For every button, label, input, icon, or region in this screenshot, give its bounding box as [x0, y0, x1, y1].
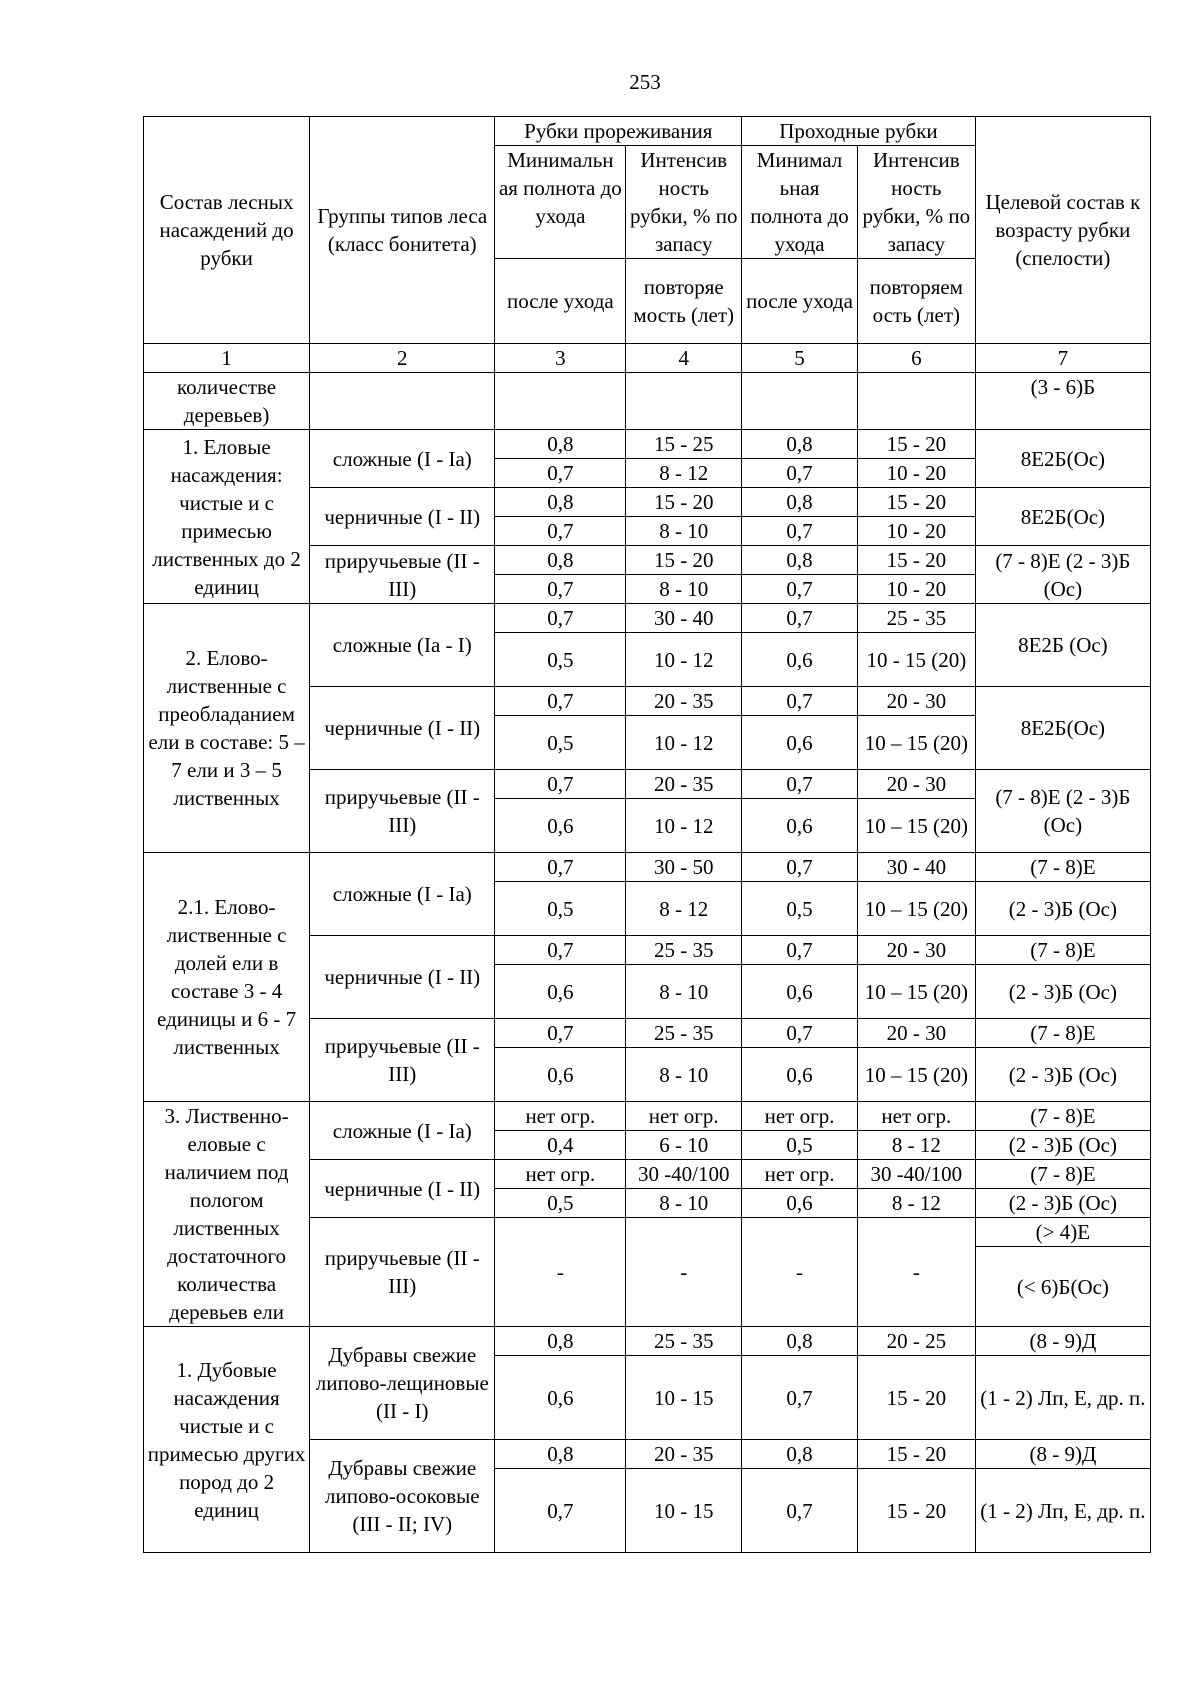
forest-type-cell: приручьевые (II - III) — [310, 1019, 495, 1102]
min-density-cell: 0,8 — [742, 1440, 858, 1469]
after-density-cell: 0,7 — [742, 1469, 858, 1553]
forest-thinning-table — [143, 116, 1151, 1553]
min-density-cell: 0,7 — [742, 1019, 858, 1048]
table-row — [144, 373, 1151, 430]
after-density-cell: 0,6 — [742, 965, 858, 1019]
column-number: 3 — [495, 344, 626, 373]
after-density-cell: 0,6 — [495, 1048, 626, 1102]
repeat-cell: 10 - 15 — [626, 1469, 742, 1553]
target-cell: (2 - 3)Б (Ос) — [975, 1131, 1150, 1160]
min-density-cell: 0,8 — [495, 546, 626, 575]
empty-cell — [626, 373, 742, 430]
empty-cell — [742, 373, 858, 430]
target-cell: (8 - 9)Д — [975, 1440, 1150, 1469]
target-cell: (2 - 3)Б (Ос) — [975, 882, 1150, 936]
intensity-cell: 20 - 35 — [626, 687, 742, 716]
after-density-cell: 0,7 — [495, 1469, 626, 1553]
target-cell: (7 - 8)Е — [975, 1019, 1150, 1048]
forest-type-cell: приручьевые (II - III) — [310, 1218, 495, 1327]
min-density-cell: 0,7 — [495, 936, 626, 965]
header-repeat: повторяе мость (лет) — [626, 259, 742, 344]
after-density-cell: 0,7 — [742, 517, 858, 546]
repeat-cell: 10 - 12 — [626, 799, 742, 853]
header-row — [144, 117, 1151, 146]
intensity-cell: 20 - 35 — [626, 1440, 742, 1469]
repeat-cell: 10 - 20 — [857, 517, 975, 546]
target-cell: 8Е2Б (Ос) — [975, 604, 1150, 687]
dash-cell: - — [626, 1218, 742, 1327]
target-cell: (2 - 3)Б (Ос) — [975, 965, 1150, 1019]
min-density-cell: 0,7 — [742, 770, 858, 799]
min-density-cell: 0,8 — [742, 1327, 858, 1356]
after-density-cell: 0,4 — [495, 1131, 626, 1160]
column-number: 7 — [975, 344, 1150, 373]
repeat-cell: 10 - 15 (20) — [857, 633, 975, 687]
column-number: 1 — [144, 344, 310, 373]
after-density-cell: 0,6 — [495, 799, 626, 853]
forest-type-cell: черничные (I - II) — [310, 1160, 495, 1218]
header-min-density: Минимал ьная полнота до ухода — [742, 146, 858, 259]
intensity-cell: 25 - 35 — [857, 604, 975, 633]
target-cell: (1 - 2) Лп, Е, др. п. — [975, 1356, 1150, 1440]
intensity-cell: 30 -40/100 — [857, 1160, 975, 1189]
repeat-cell: 10 – 15 (20) — [857, 965, 975, 1019]
repeat-cell: 10 - 20 — [857, 575, 975, 604]
forest-type-cell: Дубравы свежие липово-осоковые (III - II; IV) — [310, 1440, 495, 1553]
forest-type-cell: Дубравы свежие липово-лещиновые (II - I) — [310, 1327, 495, 1440]
header-repeat: повторяем ость (лет) — [857, 259, 975, 344]
min-density-cell: 0,7 — [742, 936, 858, 965]
intensity-cell: 30 - 50 — [626, 853, 742, 882]
repeat-cell: 8 - 12 — [857, 1131, 975, 1160]
min-density-cell: 0,7 — [495, 770, 626, 799]
intensity-cell: 15 - 20 — [857, 1440, 975, 1469]
min-density-cell: 0,8 — [495, 430, 626, 459]
target-cell: (7 - 8)Е (2 - 3)Б (Ос) — [975, 546, 1150, 604]
column-number: 4 — [626, 344, 742, 373]
min-density-cell: 0,8 — [742, 430, 858, 459]
min-density-cell: 0,8 — [495, 488, 626, 517]
header-passage-cutting: Проходные рубки — [742, 117, 976, 146]
intensity-cell: 15 - 20 — [857, 430, 975, 459]
after-density-cell: 0,6 — [495, 965, 626, 1019]
forest-type-cell: черничные (I - II) — [310, 488, 495, 546]
target-cell: (> 4)Е — [975, 1218, 1150, 1247]
header-intensity: Интенсив ность рубки, % по запасу — [626, 146, 742, 259]
min-density-cell: нет огр. — [495, 1160, 626, 1189]
after-density-cell: 0,5 — [495, 716, 626, 770]
composition-cell: 2. Елово-лиственные с преобладанием ели в составе: 5 – 7 ели и 3 – 5 лиственных — [144, 604, 310, 853]
intensity-cell: 20 - 30 — [857, 770, 975, 799]
after-density-cell: 0,6 — [495, 1356, 626, 1440]
min-density-cell: 0,7 — [495, 1019, 626, 1048]
empty-cell — [857, 373, 975, 430]
repeat-cell: 8 - 10 — [626, 517, 742, 546]
min-density-cell: 0,8 — [495, 1327, 626, 1356]
min-density-cell: 0,8 — [742, 546, 858, 575]
after-density-cell: 0,5 — [495, 633, 626, 687]
intensity-cell: 30 - 40 — [626, 604, 742, 633]
after-density-cell: 0,6 — [742, 1189, 858, 1218]
target-cell: (7 - 8)Е — [975, 1102, 1150, 1131]
target-cell: (7 - 8)Е — [975, 1160, 1150, 1189]
composition-cell: 1. Еловые насаждения: чистые и с примесью лиственных до 2 единиц — [144, 430, 310, 604]
min-density-cell: 0,7 — [495, 853, 626, 882]
repeat-cell: 10 – 15 (20) — [857, 799, 975, 853]
target-cell: 8Е2Б(Ос) — [975, 430, 1150, 488]
target-cell: (7 - 8)Е — [975, 853, 1150, 882]
header-forest-type: Группы типов леса (класс бонитета) — [310, 117, 495, 344]
intensity-cell: 25 - 35 — [626, 936, 742, 965]
after-density-cell: 0,6 — [742, 716, 858, 770]
dash-cell: - — [742, 1218, 858, 1327]
repeat-cell: 10 - 12 — [626, 633, 742, 687]
target-cell: (1 - 2) Лп, Е, др. п. — [975, 1469, 1150, 1553]
forest-type-cell: черничные (I - II) — [310, 936, 495, 1019]
target-cell: (8 - 9)Д — [975, 1327, 1150, 1356]
target-cell: (3 - 6)Б — [975, 373, 1150, 430]
after-density-cell: 0,7 — [495, 517, 626, 546]
table-row — [144, 1327, 1151, 1356]
repeat-cell: 8 - 12 — [626, 882, 742, 936]
intensity-cell: 15 - 20 — [626, 546, 742, 575]
intensity-cell: 20 - 25 — [857, 1327, 975, 1356]
column-number: 5 — [742, 344, 858, 373]
target-cell: (7 - 8)Е — [975, 936, 1150, 965]
min-density-cell: 0,8 — [742, 488, 858, 517]
after-density-cell: 0,6 — [742, 799, 858, 853]
repeat-cell: 8 - 10 — [626, 1048, 742, 1102]
forest-type-cell: сложные (I - Ia) — [310, 430, 495, 488]
after-density-cell: 0,5 — [495, 882, 626, 936]
header-after: после ухода — [495, 259, 626, 344]
dash-cell: - — [495, 1218, 626, 1327]
min-density-cell: нет огр. — [742, 1102, 858, 1131]
after-density-cell: 0,7 — [742, 575, 858, 604]
min-density-cell: нет огр. — [742, 1160, 858, 1189]
repeat-cell: 10 - 20 — [857, 459, 975, 488]
min-density-cell: 0,7 — [742, 853, 858, 882]
forest-type-cell: черничные (I - II) — [310, 687, 495, 770]
forest-type-cell: приручьевые (II - III) — [310, 546, 495, 604]
intensity-cell: 15 - 20 — [626, 488, 742, 517]
target-cell: (< 6)Б(Ос) — [975, 1247, 1150, 1327]
repeat-cell: 15 - 20 — [857, 1356, 975, 1440]
repeat-cell: 6 - 10 — [626, 1131, 742, 1160]
intensity-cell: нет огр. — [857, 1102, 975, 1131]
target-cell: (2 - 3)Б (Ос) — [975, 1189, 1150, 1218]
repeat-cell: 8 - 10 — [626, 575, 742, 604]
min-density-cell: 0,7 — [495, 687, 626, 716]
min-density-cell: 0,7 — [742, 604, 858, 633]
after-density-cell: 0,7 — [495, 459, 626, 488]
intensity-cell: 15 - 25 — [626, 430, 742, 459]
table-row — [144, 604, 1151, 633]
header-thinning: Рубки прореживания — [495, 117, 742, 146]
repeat-cell: 15 - 20 — [857, 1469, 975, 1553]
intensity-cell: 30 - 40 — [857, 853, 975, 882]
header-min-density: Минимальн ая полнота до ухода — [495, 146, 626, 259]
intensity-cell: 25 - 35 — [626, 1019, 742, 1048]
page-number: 253 — [629, 70, 661, 94]
intensity-cell: 30 -40/100 — [626, 1160, 742, 1189]
repeat-cell: 10 – 15 (20) — [857, 716, 975, 770]
intensity-cell: 15 - 20 — [857, 546, 975, 575]
intensity-cell: 25 - 35 — [626, 1327, 742, 1356]
min-density-cell: 0,8 — [495, 1440, 626, 1469]
repeat-cell: 8 - 12 — [857, 1189, 975, 1218]
min-density-cell: 0,7 — [742, 687, 858, 716]
after-density-cell: 0,7 — [742, 459, 858, 488]
repeat-cell: 10 – 15 (20) — [857, 882, 975, 936]
intensity-cell: нет огр. — [626, 1102, 742, 1131]
after-density-cell: 0,7 — [742, 1356, 858, 1440]
intensity-cell: 15 - 20 — [857, 488, 975, 517]
column-number: 6 — [857, 344, 975, 373]
table-row — [144, 430, 1151, 459]
header-target-composition: Целевой состав к возрасту рубки (спелости) — [975, 117, 1150, 344]
repeat-cell: 8 - 12 — [626, 459, 742, 488]
header-composition: Состав лесных насаждений до рубки — [144, 117, 310, 344]
target-cell: (2 - 3)Б (Ос) — [975, 1048, 1150, 1102]
repeat-cell: 10 - 15 — [626, 1356, 742, 1440]
after-density-cell: 0,5 — [495, 1189, 626, 1218]
forest-type-cell: приручьевые (II - III) — [310, 770, 495, 853]
empty-cell — [310, 373, 495, 430]
header-intensity: Интенсив ность рубки, % по запасу — [857, 146, 975, 259]
intensity-cell: 20 - 35 — [626, 770, 742, 799]
after-density-cell: 0,6 — [742, 1048, 858, 1102]
column-number: 2 — [310, 344, 495, 373]
composition-cell: 1. Дубовые насаждения чистые и с примесью других пород до 2 единиц — [144, 1327, 310, 1553]
empty-cell — [495, 373, 626, 430]
repeat-cell: 10 – 15 (20) — [857, 1048, 975, 1102]
composition-cell: количестве деревьев) — [144, 373, 310, 430]
after-density-cell: 0,5 — [742, 882, 858, 936]
min-density-cell: нет огр. — [495, 1102, 626, 1131]
after-density-cell: 0,7 — [495, 575, 626, 604]
dash-cell: - — [857, 1218, 975, 1327]
intensity-cell: 20 - 30 — [857, 1019, 975, 1048]
header-after: после ухода — [742, 259, 858, 344]
repeat-cell: 10 - 12 — [626, 716, 742, 770]
table-row — [144, 853, 1151, 882]
forest-type-cell: сложные (I - Ia) — [310, 853, 495, 936]
repeat-cell: 8 - 10 — [626, 1189, 742, 1218]
intensity-cell: 20 - 30 — [857, 936, 975, 965]
table-row — [144, 1102, 1151, 1131]
after-density-cell: 0,6 — [742, 633, 858, 687]
after-density-cell: 0,5 — [742, 1131, 858, 1160]
forest-type-cell: сложные (Ia - I) — [310, 604, 495, 687]
repeat-cell: 8 - 10 — [626, 965, 742, 1019]
column-numbers-row — [144, 344, 1151, 373]
composition-cell: 3. Лиственно-еловые с наличием под пологом лиственных достаточного количества деревьев ели — [144, 1102, 310, 1327]
target-cell: 8Е2Б(Ос) — [975, 488, 1150, 546]
target-cell: 8Е2Б(Ос) — [975, 687, 1150, 770]
target-cell: (7 - 8)Е (2 - 3)Б (Ос) — [975, 770, 1150, 853]
composition-cell: 2.1. Елово-лиственные с долей ели в составе 3 - 4 единицы и 6 - 7 лиственных — [144, 853, 310, 1102]
forest-type-cell: сложные (I - Ia) — [310, 1102, 495, 1160]
intensity-cell: 20 - 30 — [857, 687, 975, 716]
min-density-cell: 0,7 — [495, 604, 626, 633]
